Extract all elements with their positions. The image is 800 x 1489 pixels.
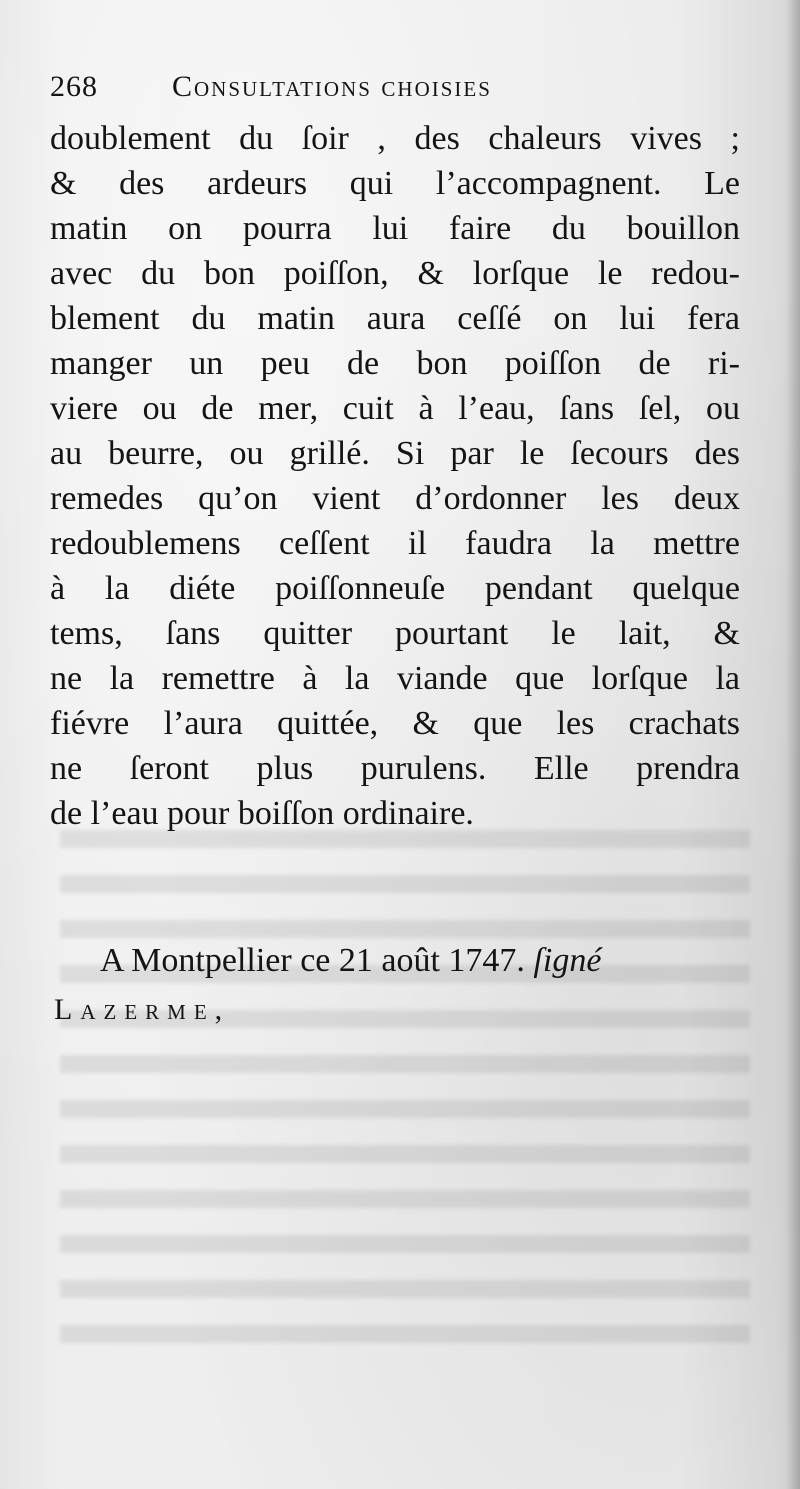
text-line: remedes qu’on vient d’ordonner les deux (50, 480, 740, 517)
text-line: tems, ſans quitter pourtant le lait, & (50, 615, 740, 652)
dateline (100, 938, 750, 983)
text-line: avec du bon poiſſon, & lorſque le redou- (50, 255, 740, 292)
dateline-text: A Montpellier ce 21 août 1747. (100, 942, 525, 979)
text-line: doublement du ſoir , des chaleurs vives ; (50, 120, 740, 157)
running-title: Consultations choisies (172, 70, 492, 103)
text-line: matin on pourra lui faire du bouillon (50, 210, 740, 247)
page-header (50, 70, 750, 112)
text-line: ne la remettre à la viande que lorſque la (50, 660, 740, 697)
text-line: redoublemens ceſſent il faudra la mettre (50, 525, 740, 562)
text-line: de l’eau pour boiſſon ordinaire. (50, 795, 474, 832)
text-line: & des ardeurs qui l’accompagnent. Le (50, 165, 740, 202)
body-paragraph (50, 116, 740, 836)
page-edge-shadow (786, 0, 800, 1489)
signe-label: ſigné (533, 942, 602, 979)
text-line: blement du matin aura ceſſé on lui fera (50, 300, 740, 337)
text-line: à la diéte poiſſonneuſe pendant quelque (50, 570, 740, 607)
text-line: manger un peu de bon poiſſon de ri- (50, 345, 740, 382)
show-through-texture (60, 830, 750, 1350)
text-line: viere ou de mer, cuit à l’eau, ſans ſel, ou (50, 390, 740, 427)
signature: Lazerme, (54, 993, 231, 1026)
text-line: fiévre l’aura quittée, & que les crachats (50, 705, 740, 742)
text-line: ne ſeront plus purulens. Elle prendra (50, 750, 740, 787)
text-line: au beurre, ou grillé. Si par le ſecours des (50, 435, 740, 472)
page-number: 268 (50, 70, 98, 103)
